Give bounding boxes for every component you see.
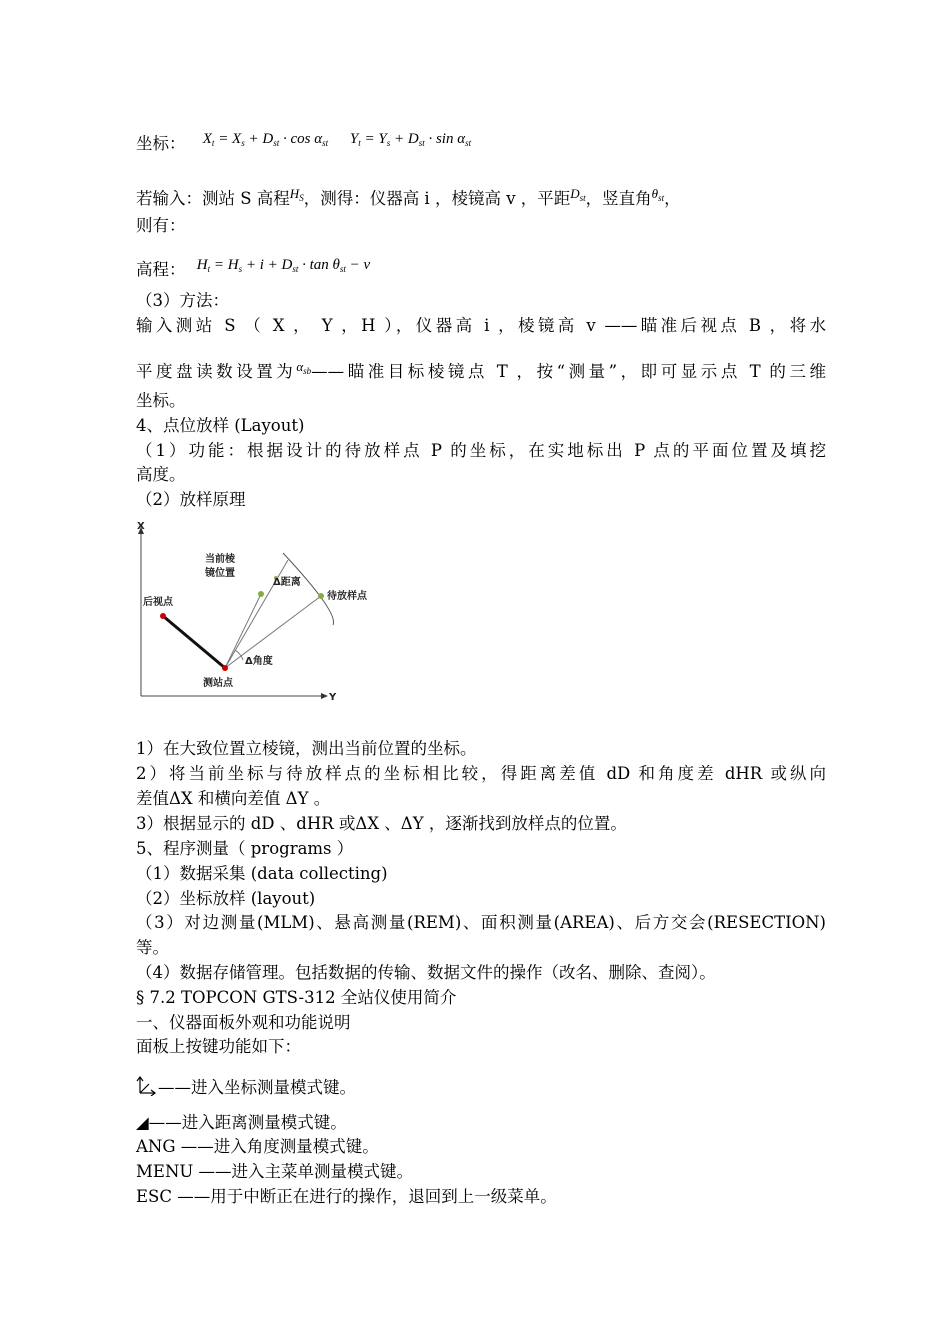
height-formula: $H_t = H_s + i + D_{st} \cdot \tan \theta_{st} - v$	[196, 257, 371, 274]
angle-label: Δ角度	[245, 656, 273, 667]
coordinate-formula-y: $Y_t = Y_s + D_{st} \cdot \sin \alpha_{st}$	[349, 131, 472, 148]
layout-heading: 4、点位放样 (Layout)	[136, 416, 305, 435]
target-point	[318, 593, 324, 599]
layout-principle-diagram	[133, 518, 383, 708]
section-heading: § 7.2 TOPCON GTS-312 全站仪使用简介	[136, 988, 457, 1007]
step-3: 3）根据显示的 dD 、dHR 或ΔX 、ΔY ，逐渐找到放样点的位置。	[136, 814, 627, 833]
method-line-3: 坐标。	[136, 391, 186, 410]
coordinate-formula-line	[136, 131, 826, 159]
method-line-2: 平度盘读数设置为$^{\alpha_{sb}}$——瞄准目标棱镜点 T ，按“测量”，即可显示点 T 的三维	[136, 359, 826, 381]
coordinate-key-desc: ——进入坐标测量模式键。	[158, 1078, 356, 1097]
step-2-line-2: 差值ΔX 和横向差值 ΔY 。	[136, 789, 331, 808]
program-1: （1）数据采集 (data collecting)	[136, 864, 388, 883]
method-title: （3）方法：	[136, 291, 229, 310]
backsight-line	[163, 616, 225, 668]
alpha-sb-symbol: αsb	[296, 359, 312, 376]
current-prism-label-2: 镜位置	[205, 568, 235, 579]
program-4: （4）数据存储管理。包括数据的传输、数据文件的操作（改名、删除、查阅）。	[136, 963, 716, 982]
height-formula-line	[136, 257, 826, 285]
distance-key-desc: ——进入距离测量模式键。	[148, 1113, 347, 1132]
current-prism-label-1: 当前棱	[205, 554, 235, 565]
height-label: 高程：	[136, 260, 186, 279]
step-1: 1）在大致位置立棱镜，测出当前位置的坐标。	[136, 739, 477, 758]
hs-symbol: HS	[289, 186, 304, 203]
coordinate-label: 坐标：	[136, 134, 186, 153]
method-line-1: 输入测站 S （ X ， Y ，H ），仪器高 i ，棱镜高 v ——瞄准后视点 B ，将水	[136, 316, 826, 335]
layout-function-line-2: 高度。	[136, 465, 186, 484]
station-label: 测站点	[203, 678, 233, 689]
distance-arc	[283, 553, 334, 625]
current-prism-point	[258, 591, 264, 597]
layout-principle: （2）放样原理	[136, 490, 246, 509]
station-point	[222, 665, 228, 671]
input-description-line: 若输入：测站 S 高程$^{H_S}$，测得：仪器高 i ，棱镜高 v ，平距$^{D_{st}}$，竖直角$^{\theta_{st}}$，	[136, 186, 681, 208]
panel-intro: 面板上按键功能如下：	[136, 1037, 301, 1056]
program-3-line-2: 等。	[136, 938, 169, 957]
panel-subheading: 一、仪器面板外观和功能说明	[136, 1013, 351, 1032]
programs-heading: 5、程序测量（ programs ）	[136, 839, 354, 858]
dst-symbol: Dst	[570, 186, 586, 203]
distance-key-line	[136, 1113, 826, 1133]
then-line: 则有：	[136, 216, 186, 235]
step-2-line-1: 2）将当前坐标与待放样点的坐标相比较，得距离差值 dD 和角度差 dHR 或纵向	[136, 764, 826, 783]
ray-to-target	[225, 596, 321, 668]
layout-function-line-1: （1）功能：根据设计的待放样点 P 的坐标，在实地标出 P 点的平面位置及填挖	[136, 441, 826, 460]
menu-key-line: MENU ——进入主菜单测量模式键。	[136, 1162, 414, 1181]
program-2: （2）坐标放样 (layout)	[136, 889, 316, 908]
ang-key-line: ANG ——进入角度测量模式键。	[136, 1137, 379, 1156]
backsight-label: 后视点	[143, 597, 173, 608]
distance-label: Δ距离	[273, 577, 301, 588]
program-3-line-1: （3）对边测量(MLM)、悬高测量(REM)、面积测量(AREA)、后方交会(RESECTION)	[136, 913, 826, 932]
coord-key-line	[136, 1076, 826, 1098]
coordinate-key-icon	[136, 1076, 158, 1096]
backsight-point	[160, 613, 166, 619]
coordinate-formula-x: $X_t = X_s + D_{st} \cdot \cos \alpha_{st}$	[202, 131, 329, 148]
theta-symbol: θst	[651, 186, 665, 203]
x-axis-label: X	[137, 521, 145, 532]
y-axis-label: Y	[329, 692, 337, 703]
esc-key-line: ESC ——用于中断正在进行的操作，退回到上一级菜单。	[136, 1187, 557, 1206]
target-label: 待放样点	[327, 591, 367, 602]
distance-key-icon: ◢	[136, 1113, 149, 1132]
